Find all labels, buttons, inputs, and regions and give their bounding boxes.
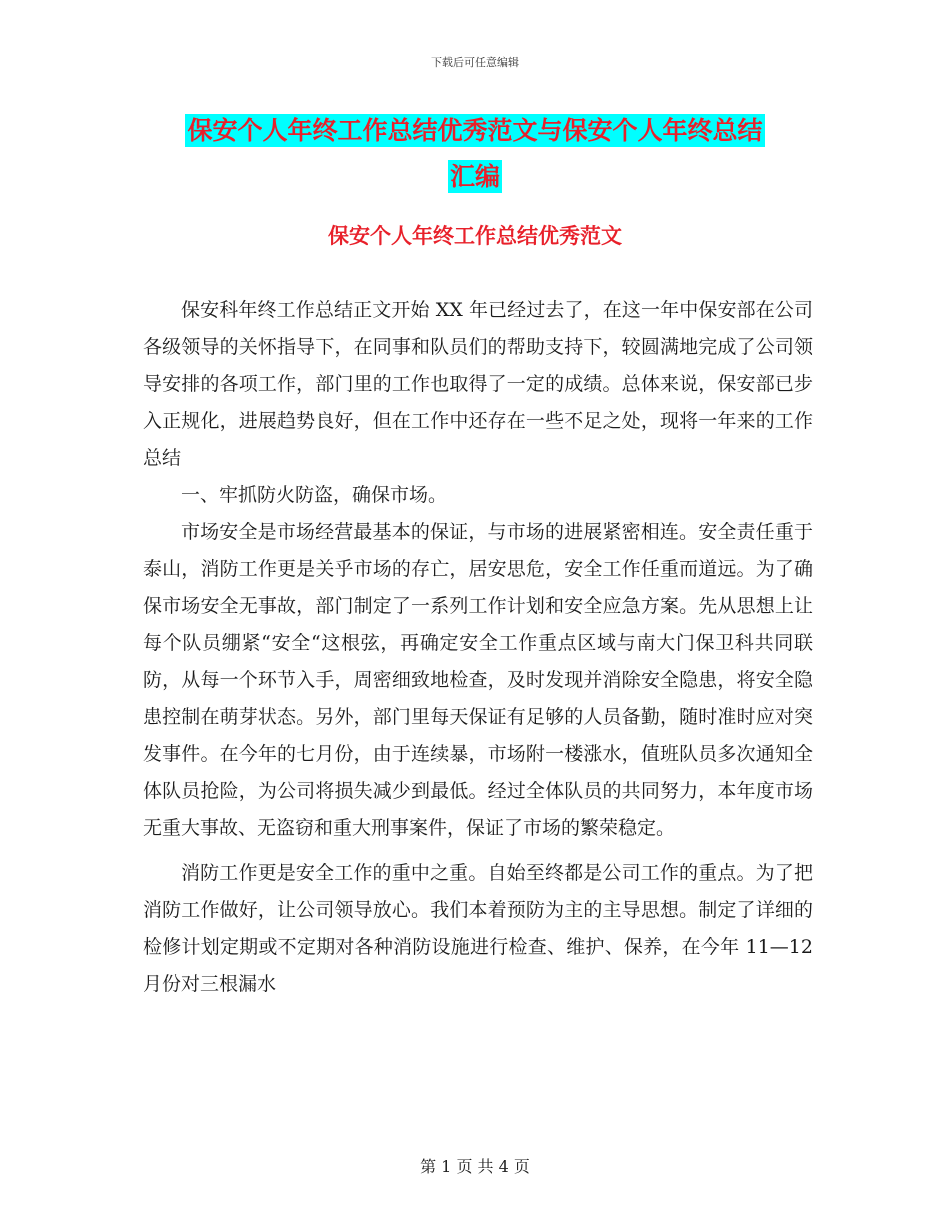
body-text: [143, 292, 813, 1003]
section-subtitle: 保安个人年终工作总结优秀范文: [328, 223, 622, 248]
document-title: [0, 108, 950, 200]
paragraph-intro: 保安科年终工作总结正文开始 XX 年已经过去了，在这一年中保安部在公司各级领导的关怀指导下，在同事和队员们的帮助支持下，较圆满地完成了公司领导安排的各项工作，部门里的工作也取得了一定的成绩。总体来说，保安部已步入正规化，进展趋势良好，但在工作中还存在一些不足之处，现将一年来的工作总结: [143, 299, 813, 469]
header-note: 下载后可任意编辑: [431, 56, 519, 69]
paragraph-heading-1: 一、牢抓防火防盗，确保市场。: [181, 484, 448, 506]
title-line-2: 汇编: [449, 162, 500, 191]
page-footer: 第 1 页 共 4 页: [420, 1157, 530, 1176]
title-line-1: 保安个人年终工作总结优秀范文与保安个人年终总结: [187, 116, 763, 145]
paragraph-market-safety: 市场安全是市场经营最基本的保证，与市场的进展紧密相连。安全责任重于泰山，消防工作更是关乎市场的存亡，居安思危，安全工作任重而道远。为了确保市场安全无事故，部门制定了一系列工作计划和安全应急方案。先从思想上让每个队员绷紧“安全“这根弦，再确定安全工作重点区域与南大门保卫科共同联防，从每一个环节入手，周密细致地检查，及时发现并消除安全隐患，将安全隐患控制在萌芽状态。另外，部门里每天保证有足够的人员备勤，随时准时应对突发事件。在今年的七月份，由于连续暴，市场附一楼涨水，值班队员多次通知全体队员抢险，为公司将损失减少到最低。经过全体队员的共同努力，本年度市场无重大事故、无盗窃和重大刑事案件，保证了市场的繁荣稳定。: [143, 521, 813, 839]
paragraph-fire-safety: 消防工作更是安全工作的重中之重。自始至终都是公司工作的重点。为了把消防工作做好，让公司领导放心。我们本着预防为主的主导思想。制定了详细的检修计划定期或不定期对各种消防设施进行检查、维护、保养，在今年 11—12 月份对三根漏水: [143, 862, 813, 995]
